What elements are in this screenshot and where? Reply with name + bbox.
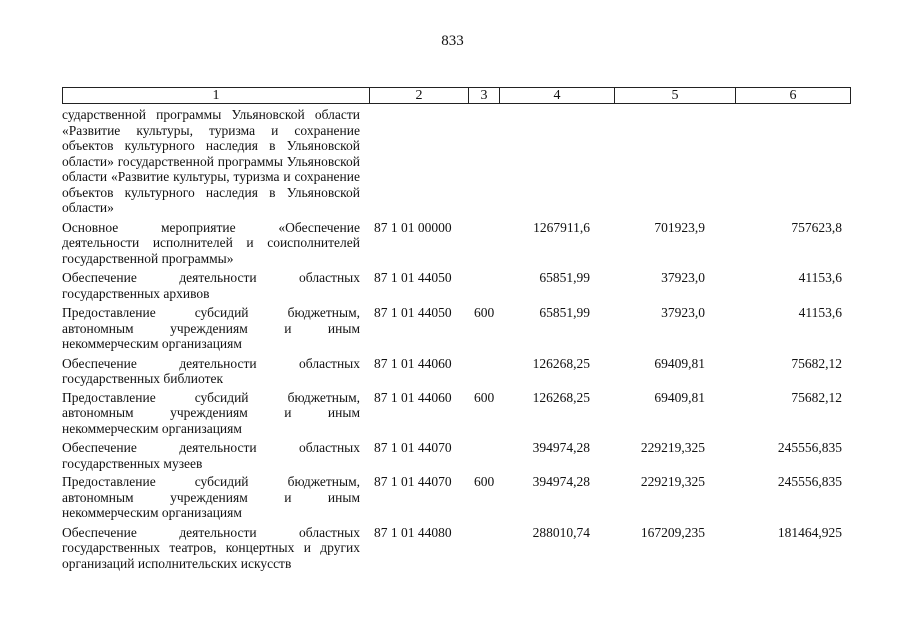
row-name: Обеспечение деятельности областных государственных музеев [62, 440, 360, 471]
header-cell-5: 5 [615, 88, 736, 104]
row-value-col5: 37923,0 [661, 305, 705, 320]
row-value-col4: 126268,25 [532, 355, 590, 371]
row-name: Обеспечение деятельности областных государственных театров, концертных и других организаций исполнительских искусств [62, 524, 360, 571]
header-cell-6: 6 [736, 88, 851, 104]
table-row [62, 474, 850, 521]
row-value-col5: 701923,9 [654, 219, 705, 235]
row-value-col4: 394974,28 [532, 440, 590, 455]
table-row [62, 525, 850, 572]
row-value-col4: 288010,74 [532, 524, 590, 540]
header-cell-2: 2 [370, 88, 469, 104]
row-value-col5: 69409,81 [654, 389, 705, 405]
table-row [62, 390, 850, 437]
row-name: сударственной программы Ульяновской области «Развитие культуры, туризма и сохранение объектов культурного наследия в Ульяновской области» государственной программы Ульяновской области «Развитие культуры, туризма и сохранение объектов культурного наследия в Ульяновской области» [62, 107, 360, 215]
row-type: 600 [474, 305, 495, 320]
header-cell-3: 3 [469, 88, 500, 104]
row-name: Предоставление субсидий бюджетным, автономным учреждениям и иным некоммерческим организациям [62, 389, 360, 436]
row-value-col4: 126268,25 [532, 389, 590, 405]
header-cell-1: 1 [63, 88, 370, 104]
row-code: 87 1 01 44050 [374, 270, 452, 285]
row-code: 87 1 01 00000 [374, 219, 452, 235]
table-row [62, 107, 850, 216]
row-code: 87 1 01 44070 [374, 474, 452, 489]
row-name: Предоставление субсидий бюджетным, автономным учреждениям и иным некоммерческим организациям [62, 305, 360, 351]
row-code: 87 1 01 44060 [374, 389, 452, 405]
header-cell-4: 4 [500, 88, 615, 104]
row-value-col5: 69409,81 [654, 355, 705, 371]
table-row [62, 356, 850, 387]
row-value-col6: 75682,12 [791, 355, 842, 371]
table-row [62, 305, 850, 352]
row-code: 87 1 01 44080 [374, 524, 452, 540]
row-value-col4: 65851,99 [539, 270, 590, 285]
row-code: 87 1 01 44050 [374, 305, 452, 320]
row-value-col6: 41153,6 [798, 270, 842, 285]
row-name: Предоставление субсидий бюджетным, автономным учреждениям и иным некоммерческим организациям [62, 474, 360, 520]
table-row [62, 270, 850, 301]
row-value-col6: 245556,835 [777, 474, 842, 489]
row-type: 600 [474, 389, 495, 405]
row-value-col6: 181464,925 [777, 524, 842, 540]
row-value-col4: 65851,99 [539, 305, 590, 320]
row-value-col5: 229219,325 [640, 474, 705, 489]
row-code: 87 1 01 44060 [374, 355, 452, 371]
table-row [62, 220, 850, 267]
row-code: 87 1 01 44070 [374, 440, 452, 455]
row-value-col4: 1267911,6 [533, 219, 590, 235]
row-value-col6: 41153,6 [798, 305, 842, 320]
row-value-col5: 167209,235 [640, 524, 705, 540]
header-row [63, 88, 851, 104]
row-name: Обеспечение деятельности областных государственных библиотек [62, 355, 360, 386]
row-value-col4: 394974,28 [532, 474, 590, 489]
budget-table-body [62, 106, 850, 571]
row-type: 600 [474, 474, 495, 489]
row-value-col5: 229219,325 [640, 440, 705, 455]
table-row [62, 440, 850, 471]
row-value-col6: 245556,835 [777, 440, 842, 455]
row-name: Основное мероприятие «Обеспечение деятельности исполнителей и соисполнителей государственной программы» [62, 219, 360, 266]
row-value-col6: 757623,8 [791, 219, 842, 235]
row-value-col5: 37923,0 [661, 270, 705, 285]
row-name: Обеспечение деятельности областных государственных архивов [62, 270, 360, 301]
row-value-col6: 75682,12 [791, 389, 842, 405]
page-number: 833 [441, 33, 464, 49]
column-number-header [62, 87, 851, 104]
